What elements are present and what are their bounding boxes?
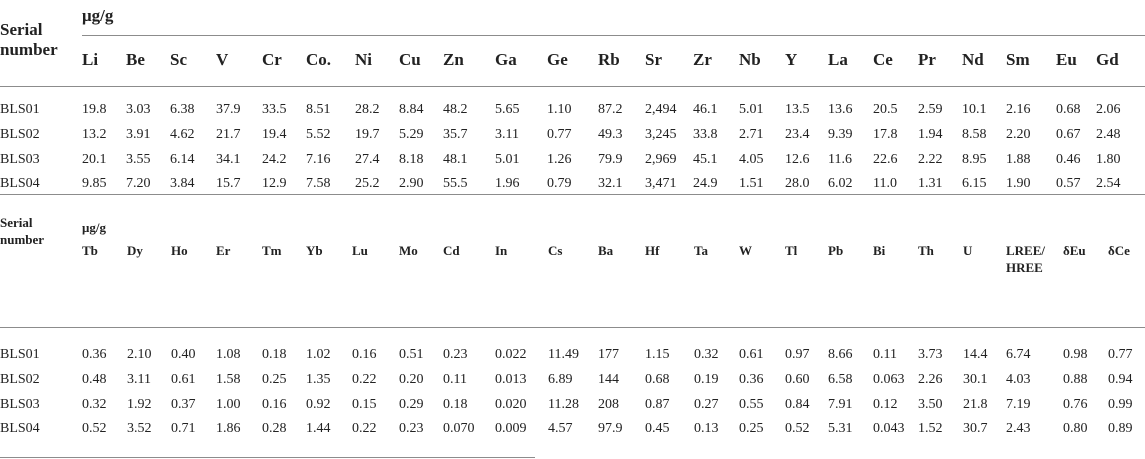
column-header: W bbox=[739, 243, 752, 258]
table-cell: 2.20 bbox=[1006, 127, 1031, 142]
table-cell: 4.05 bbox=[739, 152, 764, 167]
serial-number-header: Serial number bbox=[0, 215, 45, 247]
table-cell: 3.84 bbox=[170, 176, 195, 191]
table-cell: 3.91 bbox=[126, 127, 151, 142]
column-header: Tm bbox=[262, 243, 282, 258]
table-cell: 7.16 bbox=[306, 152, 331, 167]
column-header: Rb bbox=[598, 50, 620, 69]
table-cell: 6.89 bbox=[548, 372, 573, 387]
table-cell: 5.65 bbox=[495, 102, 520, 117]
table-cell: 13.2 bbox=[82, 127, 107, 142]
table-cell: 19.4 bbox=[262, 127, 287, 142]
table-cell: 4.03 bbox=[1006, 372, 1031, 387]
table-cell: 1.92 bbox=[127, 397, 152, 412]
column-header: Ta bbox=[694, 243, 708, 258]
column-header: Hf bbox=[645, 243, 660, 258]
table-cell: 4.62 bbox=[170, 127, 195, 142]
row-label: BLS01 bbox=[0, 347, 40, 362]
table-cell: 2.71 bbox=[739, 127, 764, 142]
table-cell: 1.26 bbox=[547, 152, 572, 167]
table-cell: 13.6 bbox=[828, 102, 853, 117]
table-cell: 46.1 bbox=[693, 102, 718, 117]
table-cell: 144 bbox=[598, 372, 619, 387]
table-cell: 5.31 bbox=[828, 421, 853, 436]
table-cell: 33.8 bbox=[693, 127, 718, 142]
column-header: Ge bbox=[547, 50, 568, 69]
table-cell: 0.022 bbox=[495, 347, 527, 362]
table-cell: 1.96 bbox=[495, 176, 520, 191]
table-cell: 0.80 bbox=[1063, 421, 1088, 436]
table-cell: 27.4 bbox=[355, 152, 380, 167]
table-cell: 8.18 bbox=[399, 152, 424, 167]
column-header: Mo bbox=[399, 243, 418, 258]
column-header: Lu bbox=[352, 243, 368, 258]
table-cell: 28.0 bbox=[785, 176, 810, 191]
table-cell: 0.37 bbox=[171, 397, 196, 412]
table-cell: 7.91 bbox=[828, 397, 853, 412]
table-cell: 2.06 bbox=[1096, 102, 1121, 117]
table-cell: 19.7 bbox=[355, 127, 380, 142]
table-cell: 34.1 bbox=[216, 152, 241, 167]
table-cell: 1.51 bbox=[739, 176, 764, 191]
table-top bbox=[0, 0, 1145, 190]
table-cell: 0.22 bbox=[352, 421, 377, 436]
table-cell: 5.01 bbox=[739, 102, 764, 117]
table-cell: 0.28 bbox=[262, 421, 287, 436]
column-header: Tl bbox=[785, 243, 798, 258]
table-cell: 1.15 bbox=[645, 347, 670, 362]
table-cell: 0.77 bbox=[547, 127, 572, 142]
table-cell: 0.52 bbox=[785, 421, 810, 436]
table-cell: 0.29 bbox=[399, 397, 424, 412]
table-cell: 6.38 bbox=[170, 102, 195, 117]
table-cell: 15.7 bbox=[216, 176, 241, 191]
table-cell: 30.7 bbox=[963, 421, 988, 436]
column-header: Cs bbox=[548, 243, 563, 258]
column-header: U bbox=[963, 243, 973, 258]
table-cell: 10.1 bbox=[962, 102, 987, 117]
table-cell: 0.043 bbox=[873, 421, 905, 436]
row-label: BLS01 bbox=[0, 102, 40, 117]
table-cell: 0.16 bbox=[352, 347, 377, 362]
table-cell: 0.18 bbox=[262, 347, 287, 362]
table-cell: 21.7 bbox=[216, 127, 241, 142]
column-header: δEu bbox=[1063, 243, 1086, 258]
table-cell: 0.67 bbox=[1056, 127, 1081, 142]
table-cell: 25.2 bbox=[355, 176, 380, 191]
table-cell: 0.71 bbox=[171, 421, 196, 436]
row-label: BLS02 bbox=[0, 127, 40, 142]
column-header: Dy bbox=[127, 243, 143, 258]
table-cell: 22.6 bbox=[873, 152, 898, 167]
column-header: Cu bbox=[399, 50, 421, 69]
column-header: Cr bbox=[262, 50, 282, 69]
unit-header: μg/g bbox=[82, 220, 106, 235]
serial-number-header: Serial number bbox=[0, 20, 58, 59]
column-header: Sc bbox=[170, 50, 187, 69]
table-cell: 49.3 bbox=[598, 127, 623, 142]
table-cell: 2,969 bbox=[645, 152, 677, 167]
table-cell: 3.11 bbox=[127, 372, 151, 387]
table-cell: 2.10 bbox=[127, 347, 152, 362]
table-cell: 6.74 bbox=[1006, 347, 1031, 362]
table-cell: 0.89 bbox=[1108, 421, 1133, 436]
table-cell: 20.5 bbox=[873, 102, 898, 117]
table-cell: 0.92 bbox=[306, 397, 331, 412]
table-cell: 97.9 bbox=[598, 421, 623, 436]
column-header: LREE/ HREE bbox=[1006, 243, 1046, 275]
table-cell: 13.5 bbox=[785, 102, 810, 117]
table-cell: 8.51 bbox=[306, 102, 331, 117]
table-cell: 0.77 bbox=[1108, 347, 1133, 362]
table-cell: 3.52 bbox=[127, 421, 152, 436]
table-cell: 8.58 bbox=[962, 127, 987, 142]
column-header: Sm bbox=[1006, 50, 1030, 69]
table-cell: 0.68 bbox=[645, 372, 670, 387]
column-header: Nb bbox=[739, 50, 761, 69]
column-header: Zn bbox=[443, 50, 464, 69]
column-header: Er bbox=[216, 243, 231, 258]
table-cell: 0.36 bbox=[739, 372, 764, 387]
table-cell: 0.15 bbox=[352, 397, 377, 412]
table-cell: 0.60 bbox=[785, 372, 810, 387]
table-cell: 1.88 bbox=[1006, 152, 1031, 167]
table-cell: 5.01 bbox=[495, 152, 520, 167]
table-cell: 0.84 bbox=[785, 397, 810, 412]
header-rule bbox=[0, 327, 1145, 328]
column-header: Gd bbox=[1096, 50, 1119, 69]
table-cell: 0.94 bbox=[1108, 372, 1133, 387]
table-cell: 21.8 bbox=[963, 397, 988, 412]
table-cell: 12.9 bbox=[262, 176, 287, 191]
table-cell: 28.2 bbox=[355, 102, 380, 117]
column-header: Bi bbox=[873, 243, 886, 258]
table-cell: 2.59 bbox=[918, 102, 943, 117]
column-header: Ba bbox=[598, 243, 614, 258]
table-cell: 1.02 bbox=[306, 347, 331, 362]
column-header: Cd bbox=[443, 243, 460, 258]
column-header: Th bbox=[918, 243, 934, 258]
table-cell: 1.31 bbox=[918, 176, 943, 191]
table-cell: 1.44 bbox=[306, 421, 331, 436]
table-cell: 2.22 bbox=[918, 152, 943, 167]
column-header: Sr bbox=[645, 50, 662, 69]
table-cell: 3.73 bbox=[918, 347, 943, 362]
table-cell: 1.52 bbox=[918, 421, 943, 436]
table-cell: 0.79 bbox=[547, 176, 572, 191]
column-header: Ho bbox=[171, 243, 188, 258]
table-cell: 0.27 bbox=[694, 397, 719, 412]
column-header: Yb bbox=[306, 243, 323, 258]
table-cell: 1.90 bbox=[1006, 176, 1031, 191]
row-label: BLS04 bbox=[0, 421, 40, 436]
table-cell: 6.58 bbox=[828, 372, 853, 387]
table-cell: 3.11 bbox=[495, 127, 519, 142]
table-cell: 1.58 bbox=[216, 372, 241, 387]
table-cell: 0.88 bbox=[1063, 372, 1088, 387]
column-header: Tb bbox=[82, 243, 98, 258]
table-cell: 9.39 bbox=[828, 127, 853, 142]
table-cell: 0.22 bbox=[352, 372, 377, 387]
column-header: Y bbox=[785, 50, 798, 69]
table-cell: 0.97 bbox=[785, 347, 810, 362]
table-cell: 11.28 bbox=[548, 397, 579, 412]
table-cell: 0.55 bbox=[739, 397, 764, 412]
table-cell: 0.23 bbox=[399, 421, 424, 436]
row-label: BLS03 bbox=[0, 397, 40, 412]
table-cell: 0.40 bbox=[171, 347, 196, 362]
table-cell: 0.013 bbox=[495, 372, 527, 387]
table-cell: 2.48 bbox=[1096, 127, 1121, 142]
table-cell: 0.46 bbox=[1056, 152, 1081, 167]
table-cell: 45.1 bbox=[693, 152, 718, 167]
row-label: BLS02 bbox=[0, 372, 40, 387]
table-cell: 0.61 bbox=[739, 347, 764, 362]
table-cell: 2.43 bbox=[1006, 421, 1031, 436]
table-cell: 3,245 bbox=[645, 127, 677, 142]
table-cell: 8.95 bbox=[962, 152, 987, 167]
table-cell: 48.1 bbox=[443, 152, 468, 167]
table-cell: 0.36 bbox=[82, 347, 107, 362]
table-cell: 0.45 bbox=[645, 421, 670, 436]
table-cell: 0.61 bbox=[171, 372, 196, 387]
table-cell: 7.19 bbox=[1006, 397, 1031, 412]
column-header: Ce bbox=[873, 50, 893, 69]
table-cell: 8.66 bbox=[828, 347, 853, 362]
bottom-rule bbox=[0, 457, 535, 458]
table-bottom bbox=[0, 196, 1145, 459]
table-cell: 0.070 bbox=[443, 421, 475, 436]
table-cell: 1.94 bbox=[918, 127, 943, 142]
table-cell: 87.2 bbox=[598, 102, 623, 117]
table-cell: 0.063 bbox=[873, 372, 905, 387]
table-cell: 11.6 bbox=[828, 152, 852, 167]
column-header: Pb bbox=[828, 243, 844, 258]
table-cell: 2.26 bbox=[918, 372, 943, 387]
unit-rule bbox=[82, 35, 1145, 36]
table-cell: 1.00 bbox=[216, 397, 241, 412]
unit-header: μg/g bbox=[82, 6, 114, 25]
table-cell: 3.03 bbox=[126, 102, 151, 117]
table-cell: 9.85 bbox=[82, 176, 107, 191]
table-cell: 0.48 bbox=[82, 372, 107, 387]
column-header: Ni bbox=[355, 50, 372, 69]
table-cell: 1.08 bbox=[216, 347, 241, 362]
table-cell: 208 bbox=[598, 397, 619, 412]
column-header: Co. bbox=[306, 50, 332, 69]
table-cell: 14.4 bbox=[963, 347, 988, 362]
row-label: BLS04 bbox=[0, 176, 40, 191]
table-cell: 5.52 bbox=[306, 127, 331, 142]
table-cell: 0.68 bbox=[1056, 102, 1081, 117]
table-cell: 0.52 bbox=[82, 421, 107, 436]
table-cell: 0.99 bbox=[1108, 397, 1133, 412]
column-header: Ga bbox=[495, 50, 517, 69]
column-header: δCe bbox=[1108, 243, 1130, 258]
table-cell: 55.5 bbox=[443, 176, 468, 191]
table-cell: 37.9 bbox=[216, 102, 241, 117]
table-cell: 20.1 bbox=[82, 152, 107, 167]
table-cell: 24.9 bbox=[693, 176, 718, 191]
table-cell: 6.02 bbox=[828, 176, 853, 191]
table-cell: 23.4 bbox=[785, 127, 810, 142]
column-header: Zr bbox=[693, 50, 712, 69]
table-cell: 0.11 bbox=[443, 372, 467, 387]
table-cell: 4.57 bbox=[548, 421, 573, 436]
table-cell: 5.29 bbox=[399, 127, 424, 142]
table-cell: 0.020 bbox=[495, 397, 527, 412]
table-cell: 2.90 bbox=[399, 176, 424, 191]
table-cell: 3,471 bbox=[645, 176, 677, 191]
table-cell: 0.51 bbox=[399, 347, 424, 362]
table-cell: 17.8 bbox=[873, 127, 898, 142]
table-cell: 24.2 bbox=[262, 152, 287, 167]
table-cell: 0.87 bbox=[645, 397, 670, 412]
table-cell: 6.15 bbox=[962, 176, 987, 191]
table-cell: 3.55 bbox=[126, 152, 151, 167]
table-cell: 1.10 bbox=[547, 102, 572, 117]
table-cell: 32.1 bbox=[598, 176, 623, 191]
table-cell: 11.0 bbox=[873, 176, 897, 191]
table-cell: 0.32 bbox=[82, 397, 107, 412]
table-cell: 6.14 bbox=[170, 152, 195, 167]
table-cell: 35.7 bbox=[443, 127, 468, 142]
table-cell: 33.5 bbox=[262, 102, 287, 117]
column-header: In bbox=[495, 243, 508, 258]
column-header: V bbox=[216, 50, 229, 69]
column-header: Nd bbox=[962, 50, 984, 69]
table-cell: 0.16 bbox=[262, 397, 287, 412]
table-cell: 0.25 bbox=[262, 372, 287, 387]
table-cell: 0.11 bbox=[873, 347, 897, 362]
header-rule bbox=[0, 86, 1145, 87]
table-cell: 0.12 bbox=[873, 397, 898, 412]
column-header: Li bbox=[82, 50, 99, 69]
table-cell: 1.80 bbox=[1096, 152, 1121, 167]
table-cell: 0.32 bbox=[694, 347, 719, 362]
table-cell: 0.25 bbox=[739, 421, 764, 436]
column-header: Pr bbox=[918, 50, 936, 69]
table-cell: 2,494 bbox=[645, 102, 677, 117]
column-header: Eu bbox=[1056, 50, 1077, 69]
table-cell: 0.20 bbox=[399, 372, 424, 387]
table-cell: 0.18 bbox=[443, 397, 468, 412]
table-cell: 2.16 bbox=[1006, 102, 1031, 117]
table-cell: 0.19 bbox=[694, 372, 719, 387]
table-cell: 11.49 bbox=[548, 347, 579, 362]
table-cell: 1.86 bbox=[216, 421, 241, 436]
table-cell: 7.20 bbox=[126, 176, 151, 191]
table-cell: 0.98 bbox=[1063, 347, 1088, 362]
table-cell: 0.13 bbox=[694, 421, 719, 436]
table-cell: 0.23 bbox=[443, 347, 468, 362]
column-header: La bbox=[828, 50, 848, 69]
table-cell: 12.6 bbox=[785, 152, 810, 167]
table-cell: 3.50 bbox=[918, 397, 943, 412]
table-cell: 2.54 bbox=[1096, 176, 1121, 191]
table-cell: 0.57 bbox=[1056, 176, 1081, 191]
column-header: Be bbox=[126, 50, 145, 69]
table-cell: 79.9 bbox=[598, 152, 623, 167]
table-cell: 0.009 bbox=[495, 421, 527, 436]
table-cell: 0.76 bbox=[1063, 397, 1088, 412]
table-cell: 1.35 bbox=[306, 372, 331, 387]
table-cell: 8.84 bbox=[399, 102, 424, 117]
table-cell: 177 bbox=[598, 347, 619, 362]
table-cell: 19.8 bbox=[82, 102, 107, 117]
table-cell: 48.2 bbox=[443, 102, 468, 117]
table-cell: 30.1 bbox=[963, 372, 988, 387]
row-label: BLS03 bbox=[0, 152, 40, 167]
section-divider bbox=[0, 194, 1145, 195]
table-cell: 7.58 bbox=[306, 176, 331, 191]
